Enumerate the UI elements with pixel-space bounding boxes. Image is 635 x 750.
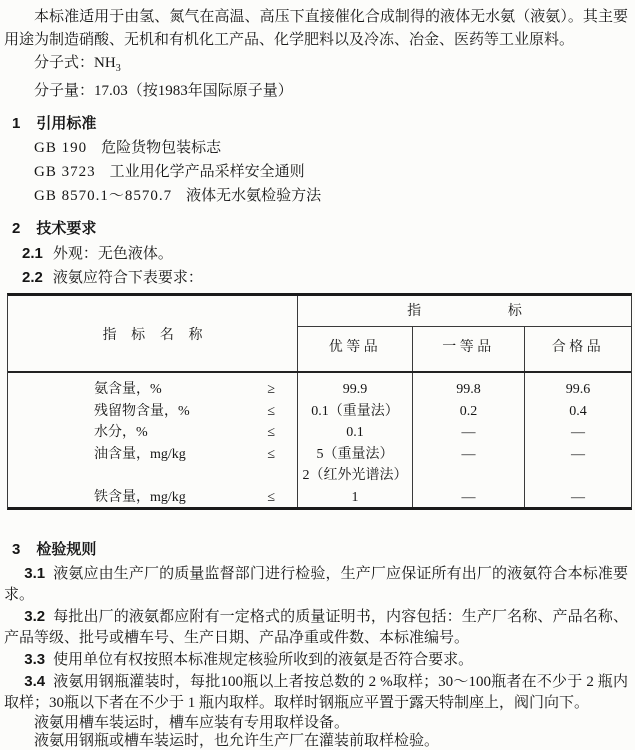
grade-header-qualified: 合格品 (551, 340, 605, 355)
reference-code: GB 3723 (34, 164, 96, 180)
table-row-label: 氨含量，% ≥ (8, 379, 297, 401)
section-2-number: 2 (12, 220, 21, 237)
table-cell: — (461, 425, 476, 440)
molecular-formula-line (4, 52, 628, 80)
clause-3-1-text: 液氨应由生产厂的质量监督部门进行检验，生产厂应保证所有出厂的液氨符合本标准要求。 (4, 566, 628, 603)
intro-paragraph: 本标准适用于由氢、氮气在高温、高压下直接催化合成制得的液体无水氨（液氨）。其主要用途为制造硝酸、无机和有机化工产品、化学肥料以及冷冻、冶金、医药等工业原料。 (4, 9, 628, 48)
clause-3-3-number: 3.3 (24, 651, 46, 668)
section-3-number: 3 (12, 541, 21, 558)
reference-title: 工业用化学产品采样安全通则 (109, 164, 305, 180)
clause-2-1 (4, 242, 628, 266)
clause-3-1 (4, 563, 628, 606)
table-cell: 99.8 (456, 382, 481, 397)
formula-base: NH (94, 55, 116, 71)
premium-grade-column (298, 373, 413, 507)
spec-table (7, 293, 632, 510)
table-header-indicator: 指标 (298, 296, 631, 327)
clause-2-1-number: 2.1 (22, 245, 43, 262)
section-1-number: 1 (12, 115, 21, 132)
section-1-title: 引用标准 (36, 115, 97, 132)
table-header-indicator-name: 指标名称 (8, 296, 298, 371)
table-cell: 0.1（重量法） (311, 403, 399, 419)
spec-table-body (8, 371, 631, 507)
clause-3-3 (4, 649, 628, 671)
table-cell: 5（重量法） (316, 446, 394, 462)
clause-3-4-text: 液氨用钢瓶灌装时，每批100瓶以上者按总数的 2 %取样；30～100瓶者在不少于 2 瓶内取样；30瓶以下者在不少于 1 瓶内取样。取样时钢瓶应平置于露天特制座上，阀门向下。 (4, 674, 628, 711)
table-cell: — (461, 489, 476, 505)
tanker-sampling-paragraph: 液氨用槽车装运时，槽车应装有专用取样设备。 (34, 715, 350, 731)
qualified-grade-column (525, 373, 631, 507)
section-2-heading (4, 217, 628, 240)
clause-3-3-text: 使用单位有权按照本标准规定核验所收到的液氨是否符合要求。 (53, 652, 474, 668)
table-cell: 1 (351, 489, 359, 505)
section-2-title: 技术要求 (36, 220, 97, 237)
table-cell: 0.1 (346, 425, 364, 440)
reference-title: 危险货物包装标志 (101, 140, 222, 156)
clause-3-4-number: 3.4 (24, 673, 46, 690)
table-cell: — (571, 425, 585, 440)
table-row-label: 残留物含量，% ≤ (8, 401, 297, 423)
spec-table-header (8, 296, 631, 371)
reference-item (4, 184, 628, 208)
table-header-indicator-group (298, 296, 631, 371)
reference-list (4, 136, 628, 208)
reference-code: GB 190 (34, 140, 88, 156)
table-cell: 2（红外光谱法） (302, 468, 408, 483)
clause-3-4 (4, 671, 628, 714)
relation-sign: ≤ (267, 425, 275, 440)
relation-sign: ≤ (267, 489, 275, 505)
relation-sign: ≤ (267, 446, 275, 462)
table-cell: — (571, 446, 585, 462)
relation-sign: ≥ (267, 382, 275, 397)
weight-value: 17.03（按1983年国际原子量） (94, 83, 293, 99)
table-cell: 99.9 (342, 382, 368, 397)
clause-3-1-number: 3.1 (24, 565, 46, 582)
clause-2-2 (4, 266, 628, 290)
clause-2-2-text: 液氨应符合下表要求： (52, 270, 203, 286)
table-row-label: 油含量，mg/kg ≤ (8, 444, 297, 466)
section-1-heading (4, 112, 628, 135)
table-cell: — (461, 446, 476, 462)
prefill-sampling-paragraph: 液氨用钢瓶或槽车装运时，也允许生产厂在灌装前取样检验。 (34, 733, 440, 749)
section-3-title: 检验规则 (36, 541, 97, 558)
table-row-label: 铁含量，mg/kg ≤ (8, 487, 297, 509)
relation-sign: ≤ (267, 403, 275, 419)
clause-3-2 (4, 606, 628, 649)
table-row-label: 水分，% ≤ (8, 422, 297, 444)
reference-code: GB 8570.1～8570.7 (34, 188, 173, 204)
table-cell: — (571, 489, 585, 505)
table-cell: 99.6 (565, 382, 591, 397)
formula-label: 分子式： (34, 55, 95, 71)
relation-sign (257, 465, 275, 487)
table-grade-headers (298, 327, 631, 371)
table-cell (525, 465, 631, 487)
clause-3-2-number: 3.2 (24, 608, 46, 625)
molecular-weight-line (4, 80, 628, 103)
section-3-heading (4, 538, 628, 561)
weight-label: 分子量： (34, 83, 95, 99)
clause-3-2-text: 每批出厂的液氨都应附有一定格式的质量证明书，内容包括：生产厂名称、产品名称、产品等级、批号或槽车号、生产日期、产品净重或件数、本标准编号。 (4, 609, 628, 646)
table-cell: 0.2 (459, 403, 478, 419)
table-cell (413, 465, 524, 487)
table-cell: 0.4 (569, 403, 587, 419)
first-grade-column (413, 373, 525, 507)
reference-item (4, 160, 628, 184)
reference-item (4, 136, 628, 160)
indicator-name-column (8, 373, 298, 507)
grade-header-premium: 优等品 (298, 327, 413, 371)
clause-2-2-number: 2.2 (22, 269, 43, 286)
reference-title: 液体无水氨检验方法 (186, 188, 322, 204)
table-row-label (8, 465, 297, 487)
clause-2-1-text: 外观：无色液体。 (52, 246, 173, 262)
formula-subscript: 3 (115, 63, 121, 74)
grade-header-first: 一等品 (413, 327, 525, 371)
